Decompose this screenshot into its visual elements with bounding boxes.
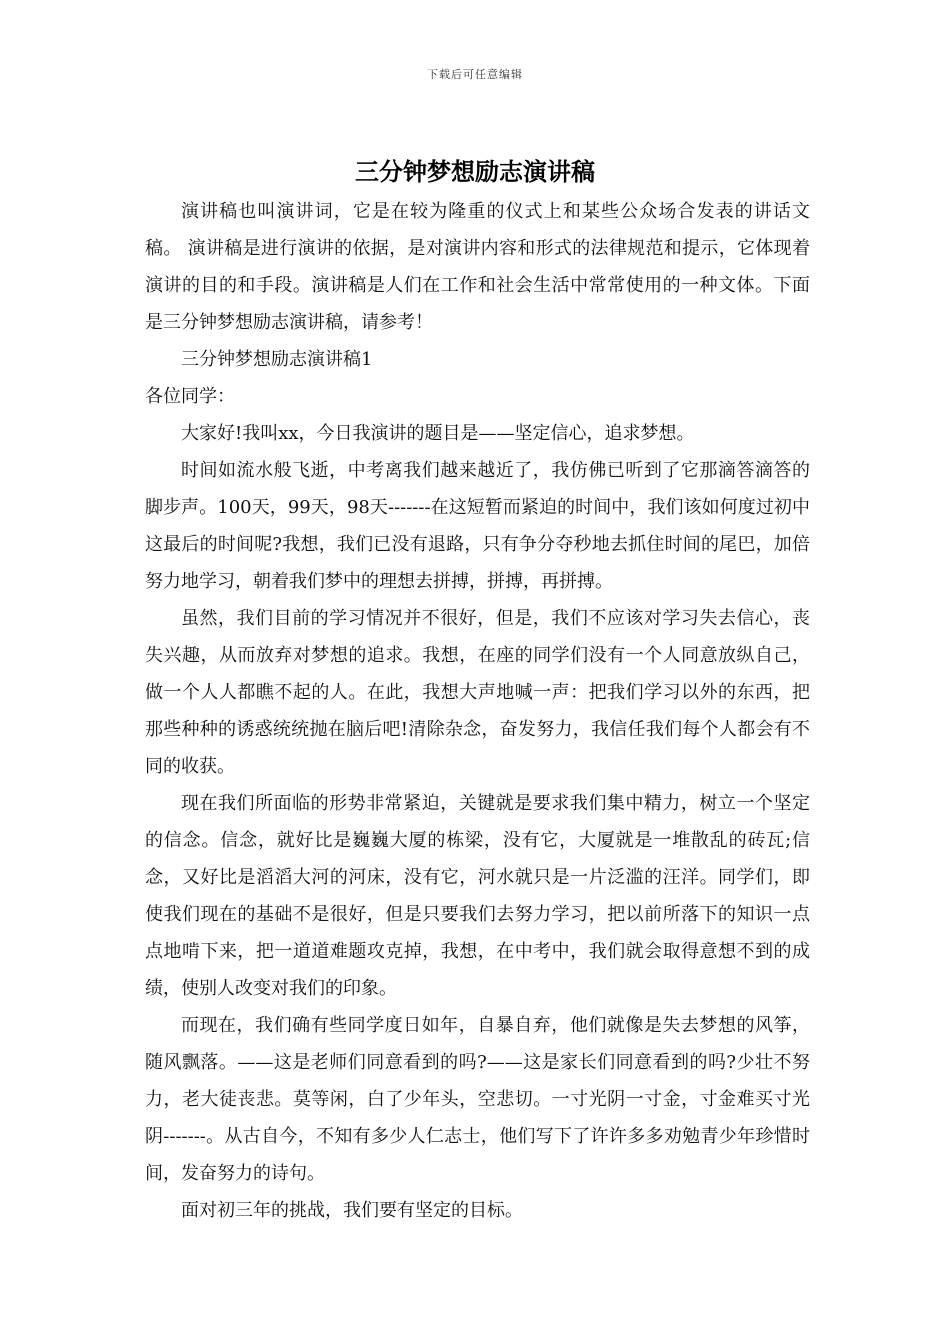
- document-body: [145, 193, 810, 1229]
- section-heading: 三分钟梦想励志演讲稿1: [181, 349, 373, 370]
- body-paragraph: 面对初三年的挑战，我们要有坚定的目标。: [181, 1200, 523, 1221]
- body-paragraph: 时间如流水般飞逝，中考离我们越来越近了，我仿佛已听到了它那滴答滴答的脚步声。100天，99天，98天-------在这短暂而紧迫的时间中，我们该如何度过初中这最后的时间呢?我想，我们已没有退路，只有争分夺秒地去抓住时间的尾巴，加倍努力地学习，朝着我们梦中的理想去拼搏，拼搏，再拼搏。: [145, 460, 810, 592]
- body-paragraph: 而现在，我们确有些同学度日如年，自暴自弃，他们就像是失去梦想的风筝，随风飘落。——这是老师们同意看到的吗?——这是家长们同意看到的吗?少壮不努力，老大徒丧悲。莫等闲，白了少年头，空悲切。一寸光阴一寸金，寸金难买寸光阴-------。从古自今，不知有多少人仁志士，他们写下了许许多多劝勉青少年珍惜时间，发奋努力的诗句。: [145, 1015, 810, 1184]
- document-title: 三分钟梦想励志演讲稿: [355, 158, 595, 186]
- header-note: 下载后可任意编辑: [427, 68, 523, 81]
- body-paragraph: 现在我们所面临的形势非常紧迫，关键就是要求我们集中精力，树立一个坚定的信念。信念，就好比是巍巍大厦的栋梁，没有它，大厦就是一堆散乱的砖瓦;信念，又好比是滔滔大河的河床，没有它，河水就只是一片泛滥的汪洋。同学们，即使我们现在的基础不是很好，但是只要我们去努力学习，把以前所落下的知识一点点地啃下来，把一道道难题攻克掉，我想，在中考中，我们就会取得意想不到的成绩，使别人改变对我们的印象。: [145, 793, 810, 999]
- salutation: 各位同学：: [145, 386, 235, 407]
- body-paragraph: 虽然，我们目前的学习情况并不很好，但是，我们不应该对学习失去信心，丧失兴趣，从而放弃对梦想的追求。我想，在座的同学们没有一个人同意放纵自己，做一个人人都瞧不起的人。在此，我想大声地喊一声：把我们学习以外的东西，把那些种种的诱惑统统抛在脑后吧!清除杂念，奋发努力，我信任我们每个人都会有不同的收获。: [145, 608, 810, 777]
- intro-paragraph: 演讲稿也叫演讲词，它是在较为隆重的仪式上和某些公众场合发表的讲话文稿。 演讲稿是进行演讲的依据，是对演讲内容和形式的法律规范和提示，它体现着演讲的目的和手段。演讲稿是人们在工作和社会生活中常常使用的一种文体。下面是三分钟梦想励志演讲稿，请参考！: [145, 201, 810, 333]
- body-paragraph: 大家好!我叫xx，今日我演讲的题目是——坚定信心，追求梦想。: [181, 423, 695, 444]
